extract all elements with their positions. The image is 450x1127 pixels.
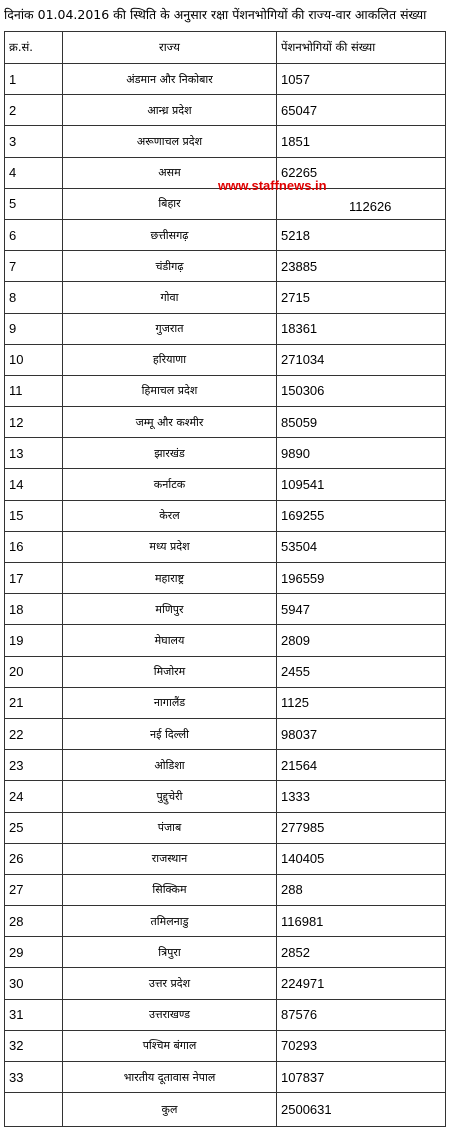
bihar-count-value: 112626 [349,198,392,214]
table-row [5,874,446,905]
table-row [5,843,446,874]
state-name-cell: राजस्थान [63,843,277,874]
state-name-cell: ओडिशा [63,750,277,781]
total-label-cell: कुल [63,1093,277,1127]
serial-number-cell: 7 [5,251,63,282]
pensioner-count-cell: 2809 [277,625,446,656]
serial-number-cell: 13 [5,438,63,469]
table-body [5,64,446,1127]
state-name-cell: सिक्किम [63,874,277,905]
state-name-cell: गुजरात [63,313,277,344]
table-row [5,126,446,157]
serial-number-cell: 29 [5,937,63,968]
state-name-cell: केरल [63,500,277,531]
state-name-cell: चंडीगढ़ [63,251,277,282]
serial-number-cell: 21 [5,687,63,718]
header-state: राज्य [63,32,277,64]
pensioner-count-cell: 150306 [277,375,446,406]
serial-number-cell: 19 [5,625,63,656]
pensioner-count-cell: 2455 [277,656,446,687]
pensioner-count-cell: 5947 [277,594,446,625]
pensioner-count-cell: 169255 [277,500,446,531]
state-name-cell: मेघालय [63,625,277,656]
table-row [5,438,446,469]
pensioner-count-cell: 116981 [277,906,446,937]
serial-number-cell: 14 [5,469,63,500]
pensioner-count-cell: 85059 [277,407,446,438]
serial-number-cell: 15 [5,500,63,531]
state-name-cell: पुद्दुचेरी [63,781,277,812]
table-row [5,1030,446,1061]
watermark-text: www.staffnews.in [218,178,327,193]
table-row [5,219,446,250]
header-count: पेंशनभोगियों की संख्या [277,32,446,64]
pensioner-count-cell: 1851 [277,126,446,157]
serial-number-cell: 28 [5,906,63,937]
pensioner-count-cell: 1333 [277,781,446,812]
serial-number-cell: 1 [5,64,63,95]
pensioner-count-cell: 2715 [277,282,446,313]
serial-number-cell: 27 [5,874,63,905]
table-row [5,812,446,843]
state-name-cell: मध्य प्रदेश [63,531,277,562]
serial-number-cell: 31 [5,999,63,1030]
state-name-cell: हिमाचल प्रदेश [63,375,277,406]
state-name-cell: छत्तीसगढ़ [63,219,277,250]
state-name-cell: आन्ध्र प्रदेश [63,95,277,126]
total-sno-cell [5,1093,63,1127]
pensioner-count-cell: 271034 [277,344,446,375]
serial-number-cell: 30 [5,968,63,999]
serial-number-cell: 3 [5,126,63,157]
total-count-cell: 2500631 [277,1093,446,1127]
state-name-cell: हरियाणा [63,344,277,375]
total-row [5,1093,446,1127]
pensioner-count-cell: 18361 [277,313,446,344]
table-row [5,344,446,375]
serial-number-cell: 9 [5,313,63,344]
serial-number-cell: 16 [5,531,63,562]
serial-number-cell: 22 [5,718,63,749]
state-name-cell: नागालैंड [63,687,277,718]
state-name-cell: अरूणाचल प्रदेश [63,126,277,157]
state-name-cell: कर्नाटक [63,469,277,500]
pensioner-count-cell: 1125 [277,687,446,718]
serial-number-cell: 20 [5,656,63,687]
serial-number-cell: 32 [5,1030,63,1061]
table-row [5,375,446,406]
table-row [5,1062,446,1093]
state-name-cell: झारखंड [63,438,277,469]
serial-number-cell: 4 [5,157,63,188]
state-name-cell: मिजोरम [63,656,277,687]
table-row [5,687,446,718]
page-title: दिनांक 01.04.2016 की स्थिति के अनुसार रक्षा पेंशनभोगियों की राज्य-वार आकलित संख्या [4,7,427,22]
serial-number-cell: 26 [5,843,63,874]
pensioner-count-cell: 5218 [277,219,446,250]
state-name-cell: त्रिपुरा [63,937,277,968]
serial-number-cell: 18 [5,594,63,625]
serial-number-cell: 11 [5,375,63,406]
serial-number-cell: 2 [5,95,63,126]
header-sno: क्र.सं. [5,32,63,64]
pensioner-count-cell: 140405 [277,843,446,874]
table-row [5,625,446,656]
pensioner-count-cell: 70293 [277,1030,446,1061]
pensioner-count-cell: 288 [277,874,446,905]
table-row [5,594,446,625]
table-row [5,469,446,500]
pensioner-count-cell: 1057 [277,64,446,95]
table-row [5,999,446,1030]
state-name-cell: उत्तर प्रदेश [63,968,277,999]
state-name-cell: जम्मू और कश्मीर [63,407,277,438]
pensioner-count-cell: 196559 [277,563,446,594]
state-name-cell: पंजाब [63,812,277,843]
table-row [5,937,446,968]
table-row [5,656,446,687]
pensioner-count-cell: 62265 [277,157,446,188]
table-row [5,563,446,594]
table-row [5,407,446,438]
table-row [5,64,446,95]
pensioner-count-cell: 109541 [277,469,446,500]
table-row [5,500,446,531]
serial-number-cell: 33 [5,1062,63,1093]
state-name-cell: असम [63,157,277,188]
pensioner-count-cell: 21564 [277,750,446,781]
table-row [5,781,446,812]
state-name-cell: पश्चिम बंगाल [63,1030,277,1061]
table-header-row [5,32,446,64]
state-name-cell: भारतीय दूतावास नेपाल [63,1062,277,1093]
pensioner-count-cell: 277985 [277,812,446,843]
state-name-cell: उत्तराखण्ड [63,999,277,1030]
table-row [5,95,446,126]
serial-number-cell: 17 [5,563,63,594]
serial-number-cell: 23 [5,750,63,781]
pensioner-count-cell: 53504 [277,531,446,562]
table-row [5,531,446,562]
pensioner-count-cell: 87576 [277,999,446,1030]
table-row [5,282,446,313]
serial-number-cell: 12 [5,407,63,438]
state-name-cell: अंडमान और निकोबार [63,64,277,95]
pensioner-count-cell: 107837 [277,1062,446,1093]
table-row [5,718,446,749]
state-name-cell: गोवा [63,282,277,313]
serial-number-cell: 25 [5,812,63,843]
table-row [5,968,446,999]
pensioner-count-cell: 224971 [277,968,446,999]
table-row [5,251,446,282]
pensioner-count-cell: 2852 [277,937,446,968]
table-row [5,313,446,344]
table-row [5,750,446,781]
state-name-cell: मणिपुर [63,594,277,625]
serial-number-cell: 24 [5,781,63,812]
state-name-cell: महाराष्ट्र [63,563,277,594]
state-name-cell: नई दिल्ली [63,718,277,749]
pensioner-count-cell: 65047 [277,95,446,126]
state-name-cell: तमिलनाडु [63,906,277,937]
serial-number-cell: 10 [5,344,63,375]
pensioner-count-cell: 9890 [277,438,446,469]
state-name-cell: बिहार [63,188,277,219]
pensioner-count-cell: 23885 [277,251,446,282]
serial-number-cell: 5 [5,188,63,219]
table-row [5,906,446,937]
serial-number-cell: 8 [5,282,63,313]
pensioner-count-cell: 98037 [277,718,446,749]
serial-number-cell: 6 [5,219,63,250]
pensioners-table [4,31,446,1127]
